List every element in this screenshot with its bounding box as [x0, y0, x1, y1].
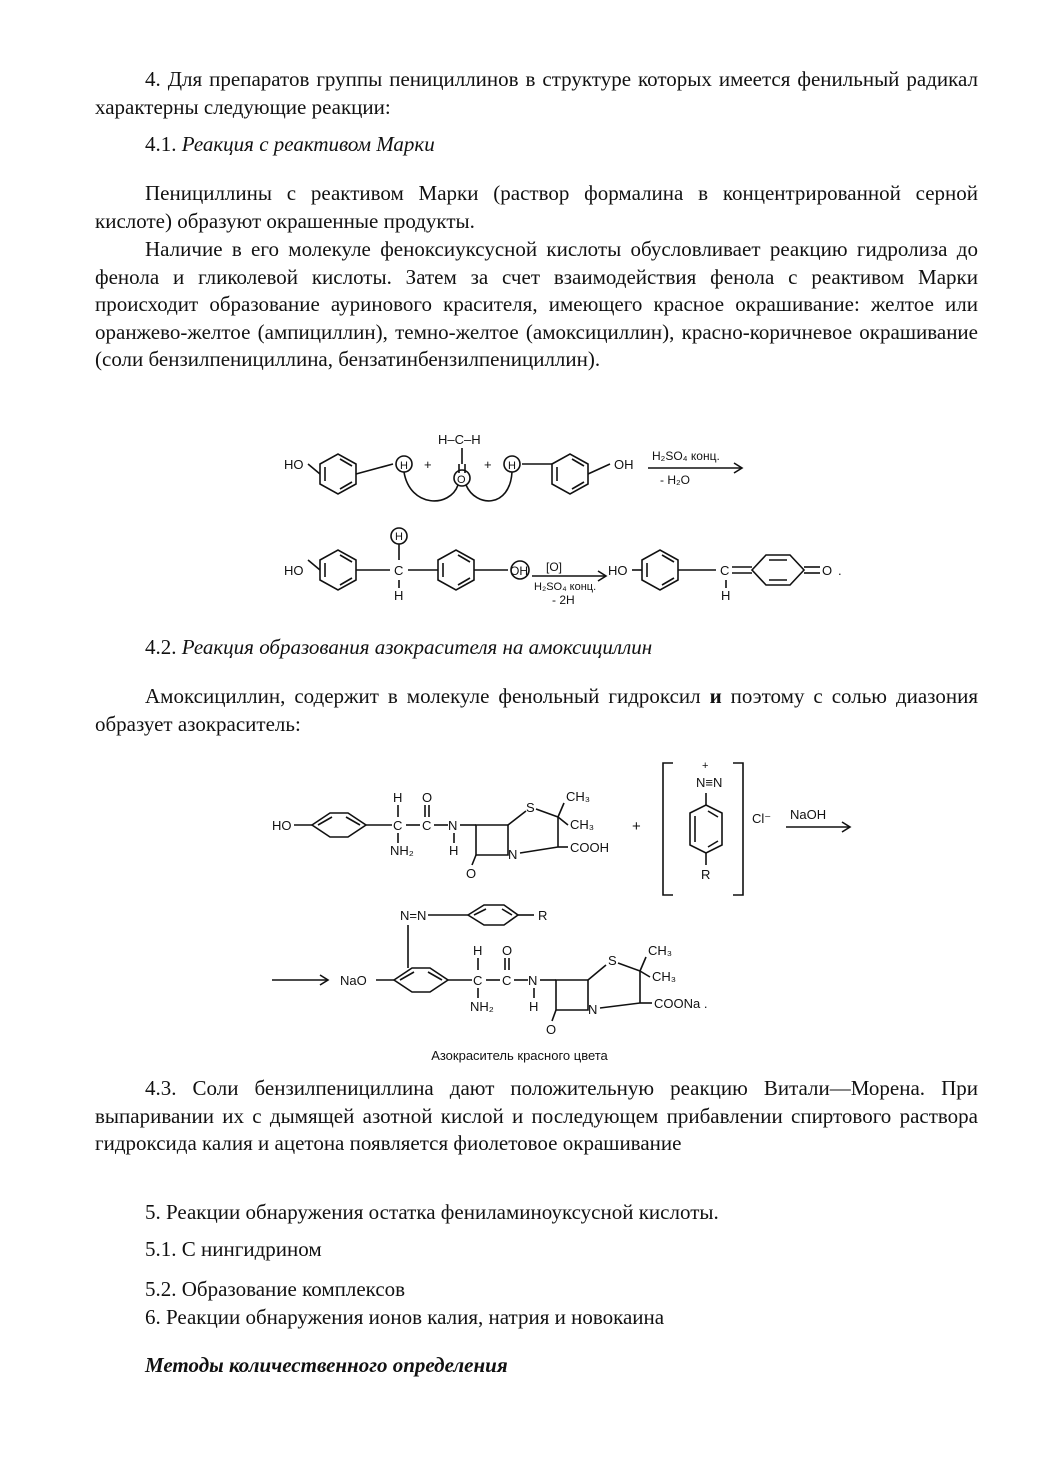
scheme2-cooh: COOH [570, 840, 609, 855]
scheme2-product-amide-n: N [528, 973, 538, 988]
scheme1-oh-right: OH [614, 457, 634, 472]
scheme2-product-ch3-1: CH₃ [648, 943, 673, 958]
scheme2-product-lactam-o: O [546, 1022, 557, 1037]
scheme2-azo-group: N=N [400, 908, 427, 923]
paragraph-amoxicillin-azo: Амоксициллин, содержит в молекуле фенольный гидроксил и поэтому с солью диазония образует азокраситель: [95, 684, 978, 736]
scheme2-ch3-2: CH₃ [570, 817, 595, 832]
scheme2-carbonyl-o: O [422, 790, 433, 805]
marquis-reaction-scheme [280, 428, 860, 618]
scheme1-condition2-bottom: - 2H [552, 593, 575, 607]
section5-heading: 5. Реакции обнаружения остатка фениламиноуксусной кислоты. [145, 1200, 719, 1224]
subsection-5-1: 5.1. С нингидрином [145, 1237, 322, 1261]
scheme1-condition-bottom: - H₂O [660, 473, 690, 487]
scheme2-product-s: S [608, 953, 617, 968]
scheme1-ho-left: HO [284, 457, 304, 472]
section6-heading: 6. Реакции обнаружения ионов калия, натрия и новокаина [145, 1305, 665, 1329]
scheme2-ring-n: N [508, 847, 518, 862]
scheme2-s: S [526, 800, 535, 815]
scheme1-condition2: H₂SO₄ конц. [534, 581, 597, 593]
scheme1-plus-1: + [424, 457, 432, 472]
scheme2-product-nh2: NH₂ [470, 999, 494, 1014]
scheme2-product-c1: C [473, 973, 483, 988]
scheme1-h-circled-2: H [508, 460, 516, 472]
azo-dye-scheme [268, 755, 868, 1045]
scheme1-oxidation: [O] [546, 560, 563, 574]
methods-heading: Методы количественного определения [145, 1353, 508, 1377]
scheme2-amide-n: N [448, 818, 458, 833]
scheme2-chloride: Cl⁻ [752, 811, 772, 826]
scheme2-nh2: NH₂ [390, 843, 414, 858]
scheme1-row2-oh-circled: OH [510, 564, 528, 578]
scheme1-o-circled: O [457, 474, 466, 486]
scheme2-diazonium: N≡N [696, 775, 723, 790]
scheme2-plus: + [632, 818, 641, 835]
scheme1-row2-c: C [394, 563, 404, 578]
scheme1-row2-h-circled: H [395, 531, 403, 543]
scheme1-product-c: C [720, 563, 730, 578]
scheme1-plus-2: + [484, 457, 492, 472]
scheme1-h-circled-1: H [400, 460, 408, 472]
paragraph-marquis-products: Пенициллины с реактивом Марки (раствор формалина в концентрированной серной кислоте) образуют окрашенные продукты. [95, 181, 978, 233]
paragraph-aurin-dye: Наличие в его молекуле феноксиуксусной кислоты обусловливает реакцию гидролиза до фенола и гликолевой кислоты. Затем за счет взаимодействия фенола с реактивом Марки происходит образование ауринового красителя, имеющего красное окрашивание: желтое или оранжево-желтое (ампициллин), темно-желтое (амоксициллин), красно-коричневое окрашивание (соли бензилпенициллина, бензатинбензилпенициллин). [95, 237, 978, 371]
scheme2-r-product: R [538, 908, 548, 923]
scheme2-ho: HO [272, 818, 292, 833]
scheme1-product-ho: HO [608, 563, 628, 578]
paragraph-vitali-morin: 4.3. Соли бензилпенициллина дают положительную реакцию Витали—Морена. При выпаривании их с дымящей азотной кислой и последующем прибавлении спиртового раствора гидроксида калия и ацетона появляется фиолетовое окрашивание [95, 1076, 978, 1155]
scheme2-c1: C [393, 818, 403, 833]
scheme2-lactam-o: O [466, 866, 477, 881]
scheme2-product-coona: COONa . [654, 996, 708, 1011]
scheme1-dot: . [838, 563, 842, 578]
scheme2-product-amide-h: H [529, 999, 539, 1014]
scheme2-product-h-top: H [473, 943, 483, 958]
section4-intro: 4. Для препаратов группы пенициллинов в структуре которых имеется фенильный радикал характерны следующие реакции: [95, 67, 978, 119]
scheme1-row2-ho: HO [284, 563, 304, 578]
scheme1-product-o: O [822, 563, 833, 578]
scheme2-product-ring-n: N [588, 1002, 598, 1017]
scheme2-diazo-charge: + [702, 760, 709, 772]
scheme1-hch: H–C–H [438, 432, 481, 447]
scheme2-product-c2: C [502, 973, 512, 988]
scheme2-r-top: R [701, 867, 711, 882]
scheme2-h-top: H [393, 790, 403, 805]
subsection-4-1-heading: 4.1. Реакция с реактивом Марки [145, 132, 435, 156]
scheme1-product-h: H [721, 588, 731, 603]
scheme2-product-ch3-2: CH₃ [652, 969, 677, 984]
scheme1-row2-h-bottom: H [394, 588, 404, 603]
scheme2-ch3-1: CH₃ [566, 789, 591, 804]
subsection-5-2: 5.2. Образование комплексов [145, 1277, 406, 1301]
subsection-4-2-heading: 4.2. Реакция образования азокрасителя на амоксициллин [145, 635, 653, 659]
scheme2-product-carbonyl-o: O [502, 943, 513, 958]
scheme2-c2: C [422, 818, 432, 833]
scheme1-condition-top: H₂SO₄ конц. [652, 449, 720, 463]
azo-dye-caption: Азокраситель красного цвета [431, 1048, 608, 1063]
scheme2-amide-h: H [449, 843, 459, 858]
scheme2-naoh: NaOH [790, 807, 827, 822]
scheme2-nao: NaO [340, 973, 367, 988]
